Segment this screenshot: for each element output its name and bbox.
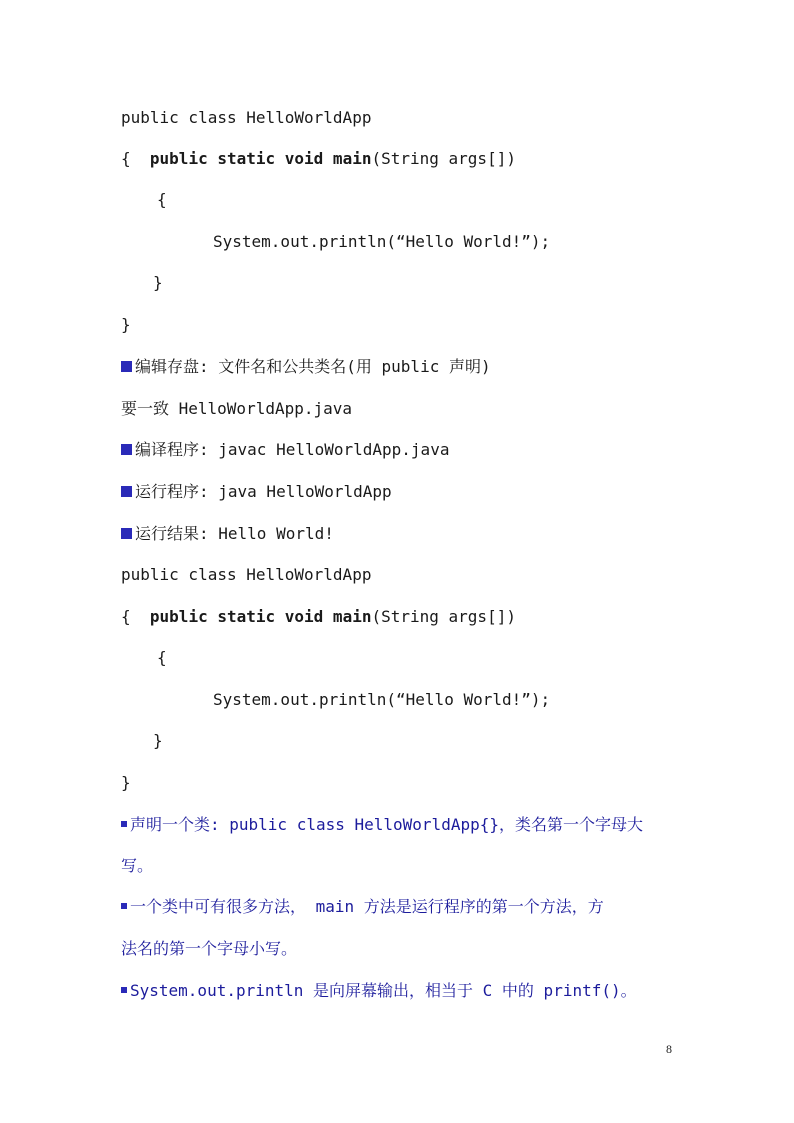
step-edit-save [121, 357, 491, 377]
code-main-args: (String args[]) [371, 149, 516, 168]
code-println: System.out.println(“Hello World!”); [213, 690, 551, 709]
note-println [121, 981, 637, 1001]
note-text: System.out.println 是向屏幕输出，相当于 C 中的 printf()。 [130, 981, 637, 1000]
code-line-class-decl: public class HelloWorldApp [121, 108, 372, 127]
code-close-brace-outer: } [121, 315, 131, 334]
note-text: 声明一个类: public class HelloWorldApp{}，类名第一个字母大 [130, 815, 643, 834]
code-line-class-decl: public class HelloWorldApp [121, 565, 372, 584]
step-text: 运行结果: Hello World! [135, 524, 334, 543]
note-main-method [121, 897, 604, 917]
code-close-brace-inner: } [153, 273, 163, 292]
code-println: System.out.println(“Hello World!”); [213, 232, 551, 251]
code-close-brace-outer: } [121, 773, 131, 792]
code-open-brace: { [157, 190, 167, 209]
square-bullet-icon [121, 486, 132, 497]
code-main-keyword: public static void main [149, 607, 372, 626]
code-line-main-decl [121, 607, 516, 627]
square-bullet-icon [121, 444, 132, 455]
step-compile [121, 440, 449, 460]
small-square-bullet-icon [121, 821, 127, 827]
step-edit-save-cont [121, 399, 352, 419]
step-result [121, 524, 334, 544]
small-square-bullet-icon [121, 987, 127, 993]
code-brace: { [121, 607, 150, 626]
code-brace: { [121, 149, 150, 168]
step-run [121, 482, 392, 502]
code-close-brace-inner: } [153, 731, 163, 750]
step-text: 编辑存盘: 文件名和公共类名(用 public 声明) [135, 357, 491, 376]
step-text: 要一致 HelloWorldApp.java [121, 399, 353, 418]
code-line-main-decl [121, 149, 516, 169]
note-main-method-cont: 法名的第一个字母小写。 [121, 939, 298, 958]
code-main-args: (String args[]) [371, 607, 516, 626]
code-main-keyword: public static void main [149, 149, 372, 168]
code-open-brace: { [157, 648, 167, 667]
step-text: 运行程序: java HelloWorldApp [135, 482, 392, 501]
note-class-decl [121, 815, 643, 835]
square-bullet-icon [121, 361, 132, 372]
step-text: 编译程序: javac HelloWorldApp.java [135, 440, 450, 459]
page-number: 8 [666, 1042, 672, 1056]
note-class-decl-cont: 写。 [121, 856, 154, 875]
square-bullet-icon [121, 528, 132, 539]
small-square-bullet-icon [121, 903, 127, 909]
note-text: 一个类中可有很多方法， main 方法是运行程序的第一个方法，方 [130, 897, 604, 916]
